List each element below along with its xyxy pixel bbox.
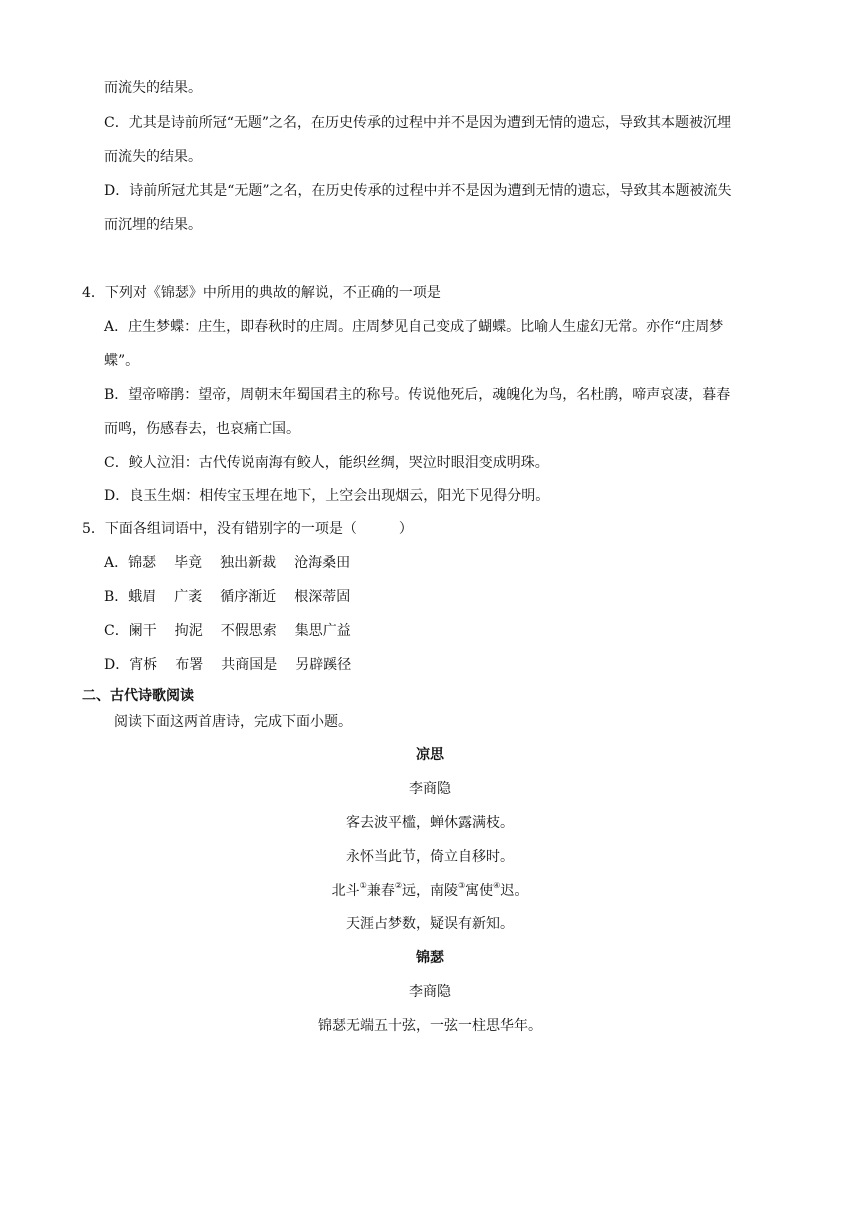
poem-text: 迟。	[500, 883, 529, 899]
q3-option-d-line1: D．诗前所冠尤其是“无题”之名，在历史传承的过程中并不是因为遭到无情的遗忘，导致其本题被流失	[104, 183, 732, 199]
q4-option-d: D．良玉生烟：相传宝玉埋在地下，上空会出现烟云，阳光下见得分明。	[104, 488, 550, 504]
word: 不假思索	[220, 623, 277, 639]
footnote-marker: ③	[458, 881, 466, 891]
q3-option-b-tail: 而流失的结果。	[104, 80, 202, 96]
q4-option-a-line2: 蝶”。	[104, 353, 140, 369]
q4-option-b-line2: 而鸣，伤感春去，也哀痛亡国。	[104, 421, 300, 437]
word: 循序渐近	[220, 589, 277, 605]
q5-option-b	[104, 587, 368, 607]
poem-text: 兼春	[366, 883, 395, 899]
poem1-line3	[0, 881, 860, 901]
word: 共商国是	[221, 657, 278, 673]
word: 广袤	[174, 589, 203, 605]
word: 另辟蹊径	[295, 657, 352, 673]
q3-option-d-line2: 而沉埋的结果。	[104, 217, 202, 233]
word: 蛾眉	[128, 589, 157, 605]
q5-option-c	[104, 621, 369, 641]
section-heading: 二、古代诗歌阅读	[82, 688, 194, 704]
option-label: C．	[104, 623, 129, 639]
poem2-title: 锦瑟	[416, 950, 444, 966]
q3-option-c-line2: 而流失的结果。	[104, 149, 202, 165]
poem-text: 北斗	[331, 883, 360, 899]
poem2-author: 李商隐	[409, 984, 451, 1000]
word: 毕竟	[174, 555, 203, 571]
section-intro: 阅读下面这两首唐诗，完成下面小题。	[114, 714, 352, 730]
q4-option-c: C．鲛人泣泪：古代传说南海有鲛人，能织丝绸，哭泣时眼泪变成明珠。	[104, 455, 549, 471]
word: 集思广益	[294, 623, 351, 639]
q5-option-a	[104, 553, 368, 573]
word: 独出新裁	[220, 555, 277, 571]
poem1-line1: 客去波平槛，蝉休露满枝。	[346, 815, 514, 831]
q5-option-d	[104, 655, 369, 675]
word: 宵柝	[129, 657, 158, 673]
poem-text: 远，南陵	[402, 883, 458, 899]
word: 拘泥	[174, 623, 203, 639]
poem1-author: 李商隐	[409, 781, 451, 797]
word: 锦瑟	[128, 555, 157, 571]
poem1-title: 凉思	[416, 747, 444, 763]
footnote-marker: ②	[394, 881, 402, 891]
poem-text: 寓使	[465, 883, 494, 899]
q4-option-b-line1: B．望帝啼鹃：望帝，周朝末年蜀国君主的称号。传说他死后，魂魄化为鸟，名杜鹃，啼声哀凄，暮春	[104, 387, 731, 403]
q4-stem: 4．下列对《锦瑟》中所用的典故的解说，不正确的一项是	[82, 285, 441, 301]
option-label: D．	[104, 657, 130, 673]
option-label: B．	[104, 589, 129, 605]
word: 沧海桑田	[294, 555, 351, 571]
poem1-line2: 永怀当此节，倚立自移时。	[346, 849, 514, 865]
footnote-marker: ④	[493, 881, 501, 891]
q5-stem: 5．下面各组词语中，没有错别字的一项是（ ）	[82, 521, 413, 537]
poem2-line1: 锦瑟无端五十弦，一弦一柱思华年。	[318, 1018, 542, 1034]
q4-option-a-line1: A．庄生梦蝶：庄生，即春秋时的庄周。庄周梦见自己变成了蝴蝶。比喻人生虚幻无常。亦作“庄周梦	[104, 319, 724, 335]
word: 根深蒂固	[294, 589, 351, 605]
footnote-marker: ①	[359, 881, 367, 891]
word: 阑干	[128, 623, 157, 639]
option-label: A．	[104, 555, 129, 571]
word: 布署	[175, 657, 204, 673]
poem1-line4: 天涯占梦数，疑误有新知。	[346, 916, 514, 932]
q3-option-c-line1: C．尤其是诗前所冠“无题”之名，在历史传承的过程中并不是因为遭到无情的遗忘，导致其本题被沉埋	[104, 115, 732, 131]
